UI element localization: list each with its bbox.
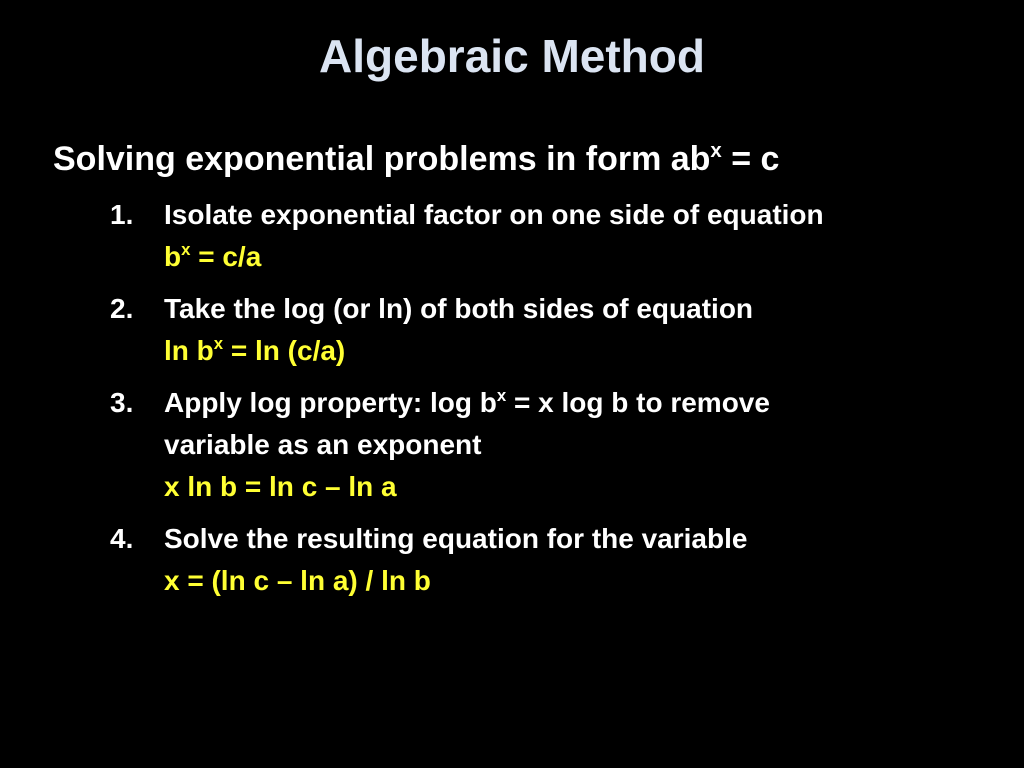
heading-exponent: x: [710, 139, 722, 162]
step-4: [110, 518, 990, 602]
step-4-number: 4.: [110, 523, 134, 554]
steps-list: [110, 194, 990, 612]
step-2-text: Take the log (or ln) of both sides of equation: [164, 293, 754, 324]
step-4-text: Solve the resulting equation for the variable: [164, 523, 748, 554]
step-1-equation: [164, 236, 990, 278]
step-3-text-line2: variable as an exponent: [164, 429, 482, 460]
step-1-number: 1.: [110, 199, 134, 230]
step-1-eq-base: b: [164, 241, 182, 272]
slide-title: Algebraic Method: [319, 30, 705, 82]
step-3-text-pre: Apply log property: log b: [164, 387, 497, 418]
step-2-equation: [164, 330, 990, 372]
step-1-eq-rest: = c/a: [190, 241, 262, 272]
step-3-text-post: = x log b to remove: [506, 387, 770, 418]
step-1: [110, 194, 990, 278]
step-4-equation: x = (ln c – ln a) / ln b: [164, 565, 431, 596]
step-1-eq-exponent: x: [181, 240, 191, 260]
step-3-number: 3.: [110, 387, 134, 418]
step-1-text: Isolate exponential factor on one side of equation: [164, 199, 824, 230]
step-2-eq-rest: = ln (c/a): [223, 335, 346, 366]
step-3-text-line1: [164, 382, 990, 424]
step-2-eq-base: ln b: [164, 335, 214, 366]
step-2: [110, 288, 990, 372]
step-3: [110, 382, 990, 508]
heading-tail: = c: [721, 140, 780, 178]
step-2-number: 2.: [110, 293, 134, 324]
section-heading: [53, 137, 779, 181]
step-2-eq-exponent: x: [213, 334, 224, 354]
step-3-text-exponent: x: [496, 386, 507, 406]
heading-text: Solving exponential problems in form ab: [53, 140, 711, 178]
step-3-equation: x ln b = ln c – ln a: [164, 471, 397, 502]
